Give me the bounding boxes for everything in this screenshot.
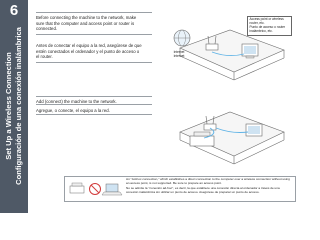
side-title-es: Configuración de una conexión inalámbrica [14,27,23,185]
internet-label: Internet Internet [173,50,185,58]
prohibited-icon [90,184,101,195]
note-en: An "Ad-hoc connection," which establishes a direct connection to the computer over a wireless connection without using an access point, is not supported. Be sure to prepare an access point. [126,177,290,185]
network-illustration-bottom [160,98,292,176]
laptop-icon [102,184,122,195]
divider [36,96,152,97]
side-title-en: Set Up a Wireless Connection [4,52,13,160]
note-es: No se admite la "conexión ad-hoc", es decir, la que establece una conexión directa al ordenador a través de una conexión inalámbrica sin utilizar un punto de acceso. Asegúrese de preparar un punto de acceso. [126,185,280,194]
divider [36,12,152,13]
divider [36,62,152,63]
step-top-es: Antes de conectar el equipo a la red, asegúrese de que estén conectados el ordenador y el punto de acceso o el router. [36,43,142,59]
step-bottom-es: Agregue, o conecte, el equipo a la red. [36,108,110,113]
divider [36,114,152,115]
access-point-caption: Access point or wireless router, etc. Punto de acceso o router inalámbrico, etc. [247,16,292,36]
computer-icon [246,124,262,136]
computer-icon [242,44,258,58]
divider [36,34,152,35]
divider [36,104,152,105]
note-text [126,178,292,195]
globe-icon [174,30,190,46]
side-title [4,27,24,185]
page-number: 6 [9,2,19,19]
printer-icon [70,183,84,193]
adhoc-not-supported-illustration [68,180,124,198]
step-bottom-en: Add (connect) the machine to the network. [36,99,117,104]
step-top-en: Before connecting the machine to the network, make sure that the computer and access point or router is connected. [36,15,137,31]
sidebar [0,0,28,213]
